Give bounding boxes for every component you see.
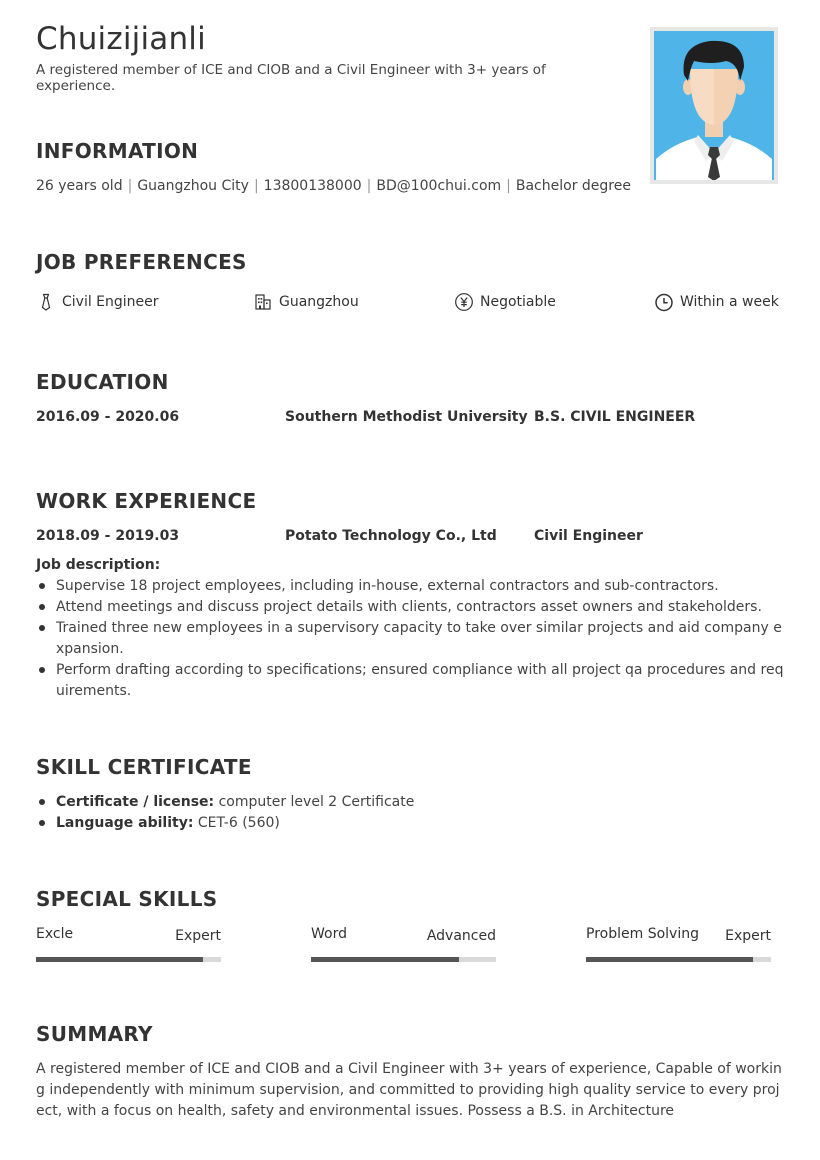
job-description-list [36,576,786,702]
work-title: Civil Engineer [534,528,643,544]
separator: | [366,178,372,194]
certificate-label: Certificate / license: [56,794,215,810]
summary-text: A registered member of ICE and CIOB and a Civil Engineer with 3+ years of experience, Capable of working independently with minimum supervision, and committed to providing high quality service to every project, with a focus on health, safety and environmental issues. Possess a B.S. in Architecture [36,1061,782,1119]
separator: | [253,178,259,194]
skill-bar-fill [36,957,203,962]
list-item [36,813,786,834]
work-period: 2018.09 - 2019.03 [36,528,180,544]
pref-position-label: Civil Engineer [62,294,159,310]
tie-icon [36,292,56,312]
job-description-label: Job description: [36,557,161,573]
work-company: Potato Technology Co., Ltd [285,528,497,544]
pref-salary [454,291,556,313]
skill-bar-fill [586,957,753,962]
separator: | [127,178,133,194]
separator: | [506,178,511,194]
clock-icon [654,292,674,312]
section-title-summary: SUMMARY [36,1022,153,1046]
certificate-value: computer level 2 Certificate [218,794,415,810]
building-icon [253,292,273,312]
skill-problem-solving [586,924,771,964]
skill-bar [586,957,771,962]
list-item: Perform drafting according to specifications; ensured compliance with all project qa procedures and requirements. [36,660,786,702]
section-title-skill-certificate: SKILL CERTIFICATE [36,755,252,779]
skill-name: Word [311,926,347,942]
pref-location [253,291,359,313]
avatar-illustration-icon [654,31,774,180]
info-phone: 13800138000 [263,178,362,194]
skill-bar [311,957,496,962]
section-title-information: INFORMATION [36,139,199,163]
info-age: 26 years old [36,178,123,194]
pref-location-label: Guangzhou [279,294,359,310]
info-city: Guangzhou City [137,178,249,194]
list-item [36,792,786,813]
education-school: Southern Methodist University [285,409,528,425]
language-label: Language ability: [56,815,194,831]
info-degree: Bachelor degree [515,178,631,194]
candidate-tagline: A registered member of ICE and CIOB and a Civil Engineer with 3+ years of experience. [36,62,546,94]
pref-availability-label: Within a week [680,294,779,310]
skill-name: Excle [36,926,74,942]
pref-salary-label: Negotiable [480,294,556,310]
section-title-special-skills: SPECIAL SKILLS [36,887,218,911]
skill-bar-fill [311,957,459,962]
skill-bar [36,957,221,962]
skill-level: Expert [725,928,771,944]
section-title-work-experience: WORK EXPERIENCE [36,489,257,513]
list-item: Supervise 18 project employees, including in-house, external contractors and sub-contractors. [36,576,786,597]
info-email: BD@100chui.com [376,178,502,194]
contact-info [36,176,631,196]
skill-level: Advanced [426,928,496,944]
section-title-job-preferences: JOB PREFERENCES [36,250,247,274]
yen-icon [454,292,474,312]
candidate-name: Chuizijianli [36,21,206,57]
section-title-education: EDUCATION [36,370,169,394]
pref-position [36,291,159,313]
skill-name: Problem Solving [586,926,699,942]
education-degree: B.S. CIVIL ENGINEER [534,409,696,425]
certificate-list [36,792,786,834]
profile-photo [650,27,778,184]
language-value: CET-6 (560) [197,815,280,831]
pref-availability [654,291,779,313]
list-item: Trained three new employees in a supervisory capacity to take over similar projects and aid company expansion. [36,618,786,660]
skill-level: Expert [175,928,221,944]
skill-word [311,924,496,964]
skill-excle [36,924,221,964]
education-period: 2016.09 - 2020.06 [36,409,180,425]
list-item: Attend meetings and discuss project details with clients, contractors asset owners and stakeholders. [36,597,786,618]
